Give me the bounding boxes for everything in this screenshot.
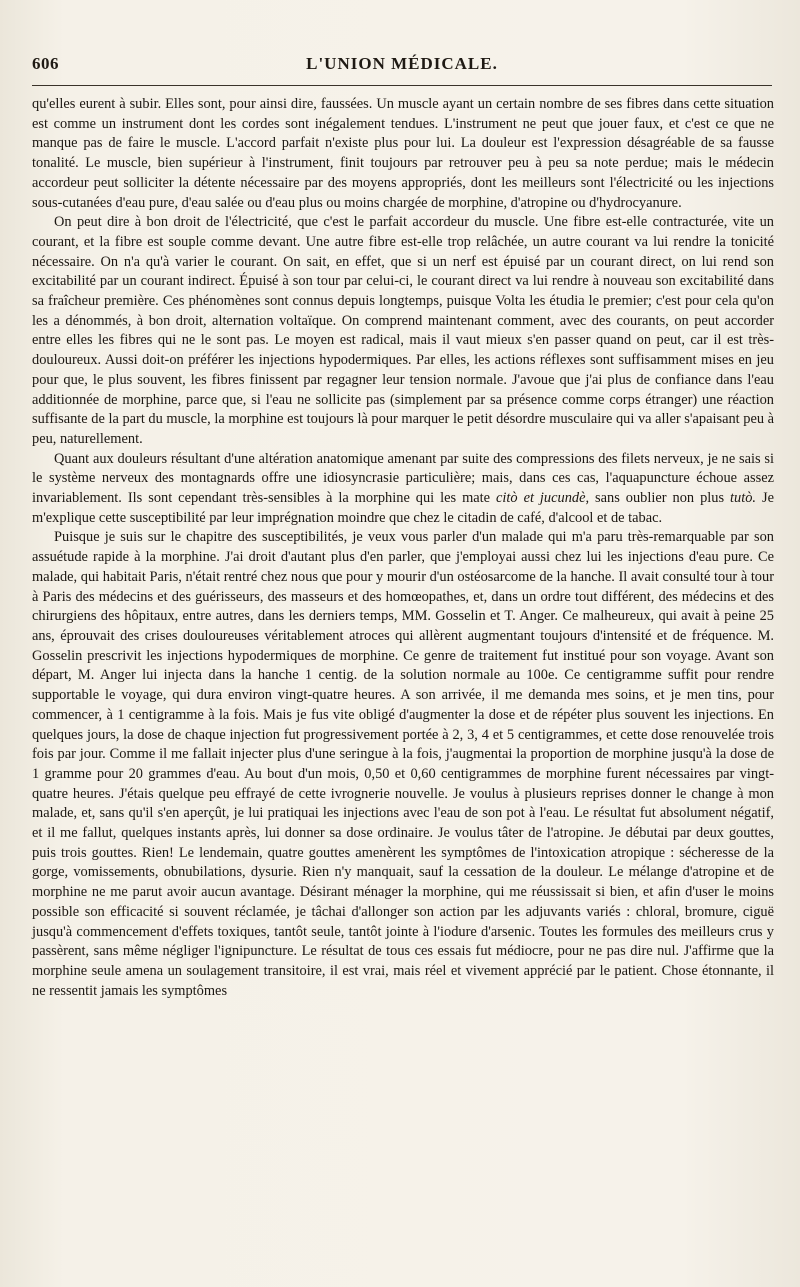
- page-header: [32, 54, 772, 80]
- article-body: [32, 95, 774, 1001]
- running-title: L'UNION MÉDICALE.: [306, 54, 498, 73]
- paragraph-3-text-before: Quant aux douleurs résultant d'une altération anatomique amenant par suite des compressions des filets nerveux, je ne sais si le système nerveux des montagnards offre une idiosyncrasie particulière; mais, dans ces cas, l'aquapuncture échoue assez invariablement. Ils sont cependant très-sensibles à la morphine qui les mate: [32, 450, 774, 507]
- page-number: 606: [32, 54, 59, 73]
- paragraph-3: [32, 450, 774, 529]
- paragraph-3-text-middle: sans oublier non plus: [589, 490, 731, 507]
- latin-phrase-2: tutò.: [730, 490, 757, 507]
- paragraph-3-text-after: Je m'explique cette susceptibilité par leur imprégnation moindre que chez le citadin de café, d'alcool et de tabac.: [32, 490, 774, 526]
- paragraph-4: Puisque je suis sur le chapitre des susceptibilités, je veux vous parler d'un malade qui m'a paru très-remarquable par son assuétude rapide à la morphine. J'ai droit d'autant plus d'en parler, que j'employai aussi chez lui les injections d'eau pure. Ce malade, qui habitait Paris, n'était rentré chez nous que pour y mourir d'un ostéosarcome de la hanche. Il avait consulté tour à tour à Paris des médecins et des guérisseurs, des masseurs et des homœopathes, et, dans un ordre tout différent, des médecins et des chirurgiens des hôpitaux, entre autres, dans les derniers temps, MM. Gosselin et T. Anger. Ce malheureux, qui avait à peine 25 ans, éprouvait des crises douloureuses véritablement atroces qui allèrent augmentant toujours d'intensité et de fréquence. M. Gosselin prescrivit les injections hypodermiques de morphine. Ce genre de traitement fut institué pour son voyage. Avant son départ, M. Anger lui injecta dans la hanche 1 centig. de la solution normale au 100e. Ce centigramme suffit pour rendre supportable le voyage, qui dura environ vingt-quatre heures. A son arrivée, il me demanda mes soins, et je men tins, pour commencer, à 1 centigramme à la fois. Mais je fus vite obligé d'augmenter la dose et de répéter plus souvent les injections. En quelques jours, la dose de chaque injection fut progressivement portée à 2, 3, 4 et 5 centigrammes, et cette dose renouvelée trois fois par jour. Comme il me fallait injecter plus d'une seringue à la fois, j'augmentai la proportion de morphine jusqu'à la dose de 1 gramme pour 20 grammes d'eau. Au bout d'un mois, 0,50 et 0,60 centigrammes de morphine furent nécessaires par vingt-quatre heures. J'étais quelque peu effrayé de cette ivrognerie nouvelle. Je voulus à plusieurs reprises donner le change à mon malade, et, sans qu'il s'en aperçût, je lui pratiquai les injections avec l'eau de son pot à l'eau. Le résultat fut absolument négatif, et il me fallut, quelques instants après, lui donner sa dose ordinaire. Je voulus tâter de l'atropine. Je débutai par deux gouttes, puis trois gouttes. Rien! Le lendemain, quatre gouttes amenèrent les symptômes de l'intoxication atropique : sécheresse de la gorge, vomissements, obnubilations, dysurie. Rien n'y manquait, sauf la cessation de la douleur. Le mélange d'atropine et de morphine ne me parut avoir aucun avantage. Désirant ménager la morphine, qui me réussissait si bien, et afin d'user le moins possible son efficacité si souvent réclamée, je tâchai d'allonger son action par les adjuvants variés : chloral, bromure, ciguë jusqu'à commencement d'effets toxiques, tantôt seule, tantôt jointe à l'iodure d'arsenic. Toutes les formules des meilleurs crus y passèrent, sans même négliger l'ignipuncture. Le résultat de tous ces essais fut médiocre, pour ne pas dire nul. J'affirme que la morphine seule amena un soulagement transitoire, il est vrai, mais réel et vivement apprécié par le patient. Chose étonnante, il ne ressentit jamais les symptômes: [32, 529, 774, 999]
- latin-phrase-1: citò et jucundè,: [496, 490, 590, 507]
- paragraph-1: qu'elles eurent à subir. Elles sont, pour ainsi dire, faussées. Un muscle ayant un certain nombre de ses fibres dans cette situation est comme un instrument dont les cordes sont inégalement tendues. L'instrument ne peut que jouer faux, et c'est ce que ne manque pas de faire le muscle. L'accord parfait n'existe plus pour lui. La douleur est l'expression désagréable de sa fausse tonalité. Le muscle, bien supérieur à l'instrument, finit toujours par retrouver peu à peu sa note perdue; mais le médecin accordeur peut solliciter la détente nécessaire par des moyens appropriés, dont les meilleurs sont l'électricité ou les injections sous-cutanées d'eau pure, d'eau salée ou d'eau plus ou moins chargée de morphine, d'atropine ou d'hydrocyanure.: [32, 96, 774, 211]
- header-rule: [32, 85, 772, 86]
- paragraph-2: On peut dire à bon droit de l'électricité, que c'est le parfait accordeur du muscle. Une fibre est-elle contracturée, vite un courant, et la fibre est souple comme devant. Une autre fibre est-elle trop relâchée, un autre courant va lui rendre la tonicité nécessaire. On n'a qu'à varier le courant. On sait, en effet, que si un nerf est épuisé par un courant direct, on lui rend son excitabilité par un courant indirect. Épuisé à son tour par celui-ci, le courant direct va lui rendre à nouveau son excitabilité dans sa fraîcheur première. Ces phénomènes sont connus depuis longtemps, puisque Volta les étudia le premier; c'est pour cela qu'on les a dénommés, à bon droit, alternation voltaïque. On comprend maintenant comment, avec des courants, on peut accorder entre elles les fibres qui ne le sont pas. Le moyen est radical, mais il vaut mieux s'en passer quand on peut, car il est très-douloureux. Aussi doit-on préférer les injections hypodermiques. Par elles, les actions réflexes sont suffisamment mises en jeu pour que, le plus souvent, les fibres finissent par regagner leur tension normale. J'avoue que j'ai plus de confiance dans l'eau additionnée de morphine, parce que, si l'eau ne sollicite pas (simplement par sa présence comme corps étranger) une réaction suffisante de la part du muscle, la morphine est toujours là pour marquer le petit désordre musculaire qui va aller s'apaisant peu à peu, naturellement.: [32, 214, 775, 447]
